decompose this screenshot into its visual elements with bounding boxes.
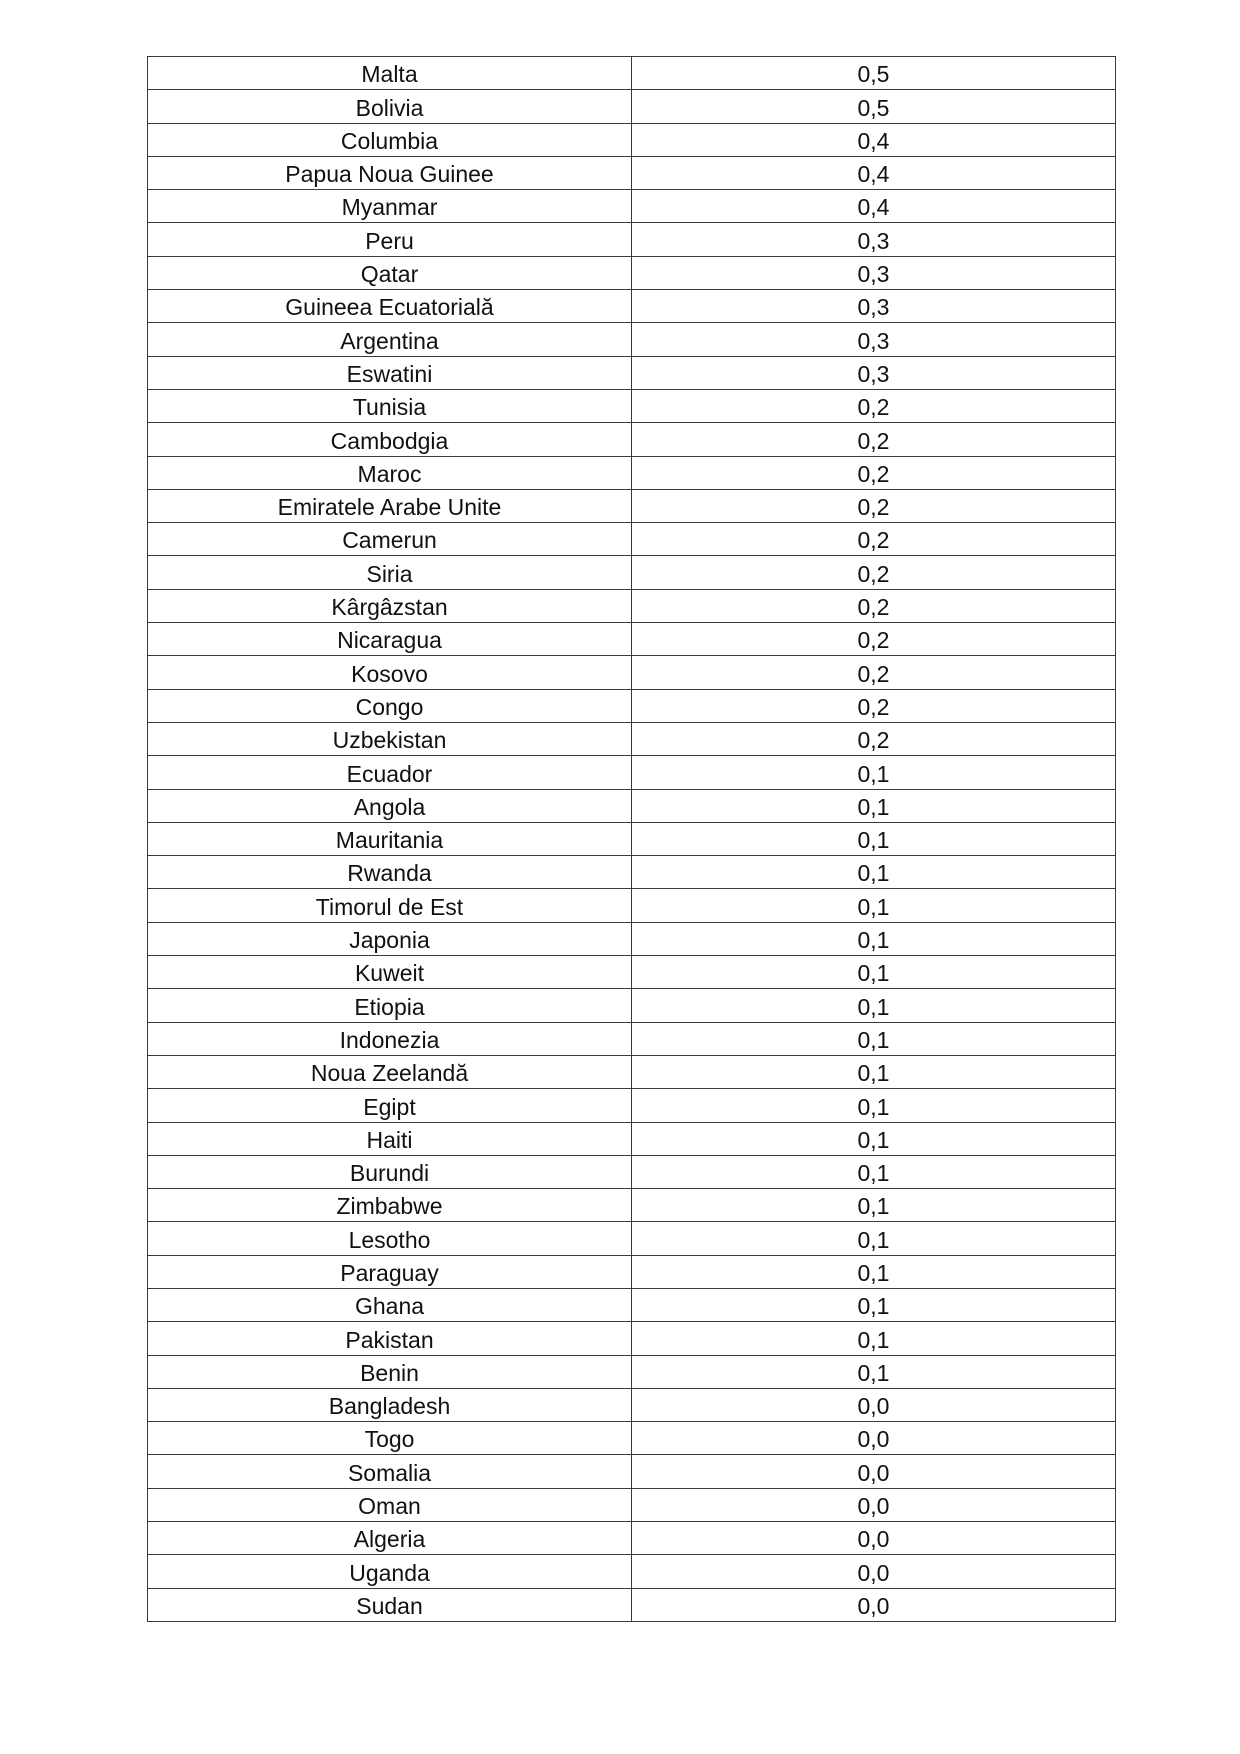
table-row bbox=[148, 156, 1116, 189]
value-cell: 0,2 bbox=[632, 423, 1116, 456]
table-row bbox=[148, 456, 1116, 489]
country-cell: Sudan bbox=[148, 1588, 632, 1621]
value-cell: 0,1 bbox=[632, 1122, 1116, 1155]
value-cell: 0,1 bbox=[632, 856, 1116, 889]
value-cell: 0,1 bbox=[632, 756, 1116, 789]
table-row bbox=[148, 889, 1116, 922]
table-row bbox=[148, 356, 1116, 389]
value-cell: 0,1 bbox=[632, 922, 1116, 955]
country-cell: Cambodgia bbox=[148, 423, 632, 456]
country-cell: Uganda bbox=[148, 1555, 632, 1588]
table-row bbox=[148, 1555, 1116, 1588]
table-row bbox=[148, 656, 1116, 689]
table-row bbox=[148, 1122, 1116, 1155]
country-cell: Malta bbox=[148, 57, 632, 90]
value-cell: 0,2 bbox=[632, 489, 1116, 522]
table-row bbox=[148, 256, 1116, 289]
value-cell: 0,3 bbox=[632, 290, 1116, 323]
value-cell: 0,0 bbox=[632, 1488, 1116, 1521]
table-row bbox=[148, 789, 1116, 822]
table-row bbox=[148, 1522, 1116, 1555]
country-cell: Papua Noua Guinee bbox=[148, 156, 632, 189]
value-cell: 0,1 bbox=[632, 1288, 1116, 1321]
country-cell: Nicaragua bbox=[148, 623, 632, 656]
value-cell: 0,1 bbox=[632, 1222, 1116, 1255]
country-cell: Tunisia bbox=[148, 389, 632, 422]
value-cell: 0,4 bbox=[632, 190, 1116, 223]
value-cell: 0,1 bbox=[632, 956, 1116, 989]
country-cell: Qatar bbox=[148, 256, 632, 289]
value-cell: 0,1 bbox=[632, 822, 1116, 855]
table-row bbox=[148, 323, 1116, 356]
value-cell: 0,1 bbox=[632, 1022, 1116, 1055]
value-cell: 0,1 bbox=[632, 1322, 1116, 1355]
value-cell: 0,2 bbox=[632, 689, 1116, 722]
value-cell: 0,3 bbox=[632, 256, 1116, 289]
table-row bbox=[148, 822, 1116, 855]
value-cell: 0,1 bbox=[632, 1355, 1116, 1388]
table-row bbox=[148, 856, 1116, 889]
table-row bbox=[148, 523, 1116, 556]
country-cell: Etiopia bbox=[148, 989, 632, 1022]
country-cell: Argentina bbox=[148, 323, 632, 356]
table-row bbox=[148, 956, 1116, 989]
table-body bbox=[148, 57, 1116, 1622]
value-cell: 0,2 bbox=[632, 589, 1116, 622]
table-row bbox=[148, 1189, 1116, 1222]
country-cell: Peru bbox=[148, 223, 632, 256]
value-cell: 0,4 bbox=[632, 156, 1116, 189]
table-row bbox=[148, 989, 1116, 1022]
table-row bbox=[148, 1255, 1116, 1288]
country-cell: Timorul de Est bbox=[148, 889, 632, 922]
table-row bbox=[148, 589, 1116, 622]
value-cell: 0,5 bbox=[632, 90, 1116, 123]
table-row bbox=[148, 123, 1116, 156]
value-cell: 0,2 bbox=[632, 556, 1116, 589]
table-row bbox=[148, 1588, 1116, 1621]
country-cell: Congo bbox=[148, 689, 632, 722]
value-cell: 0,1 bbox=[632, 1055, 1116, 1088]
value-cell: 0,3 bbox=[632, 223, 1116, 256]
table-row bbox=[148, 1488, 1116, 1521]
table-row bbox=[148, 1322, 1116, 1355]
table-row bbox=[148, 1055, 1116, 1088]
table-row bbox=[148, 423, 1116, 456]
country-cell: Kosovo bbox=[148, 656, 632, 689]
value-cell: 0,1 bbox=[632, 889, 1116, 922]
value-cell: 0,4 bbox=[632, 123, 1116, 156]
country-cell: Oman bbox=[148, 1488, 632, 1521]
country-cell: Emiratele Arabe Unite bbox=[148, 489, 632, 522]
table-row bbox=[148, 623, 1116, 656]
country-cell: Kârgâzstan bbox=[148, 589, 632, 622]
value-cell: 0,1 bbox=[632, 989, 1116, 1022]
value-cell: 0,2 bbox=[632, 456, 1116, 489]
value-cell: 0,1 bbox=[632, 1255, 1116, 1288]
value-cell: 0,1 bbox=[632, 1155, 1116, 1188]
table-row bbox=[148, 689, 1116, 722]
value-cell: 0,2 bbox=[632, 623, 1116, 656]
country-cell: Haiti bbox=[148, 1122, 632, 1155]
country-cell: Japonia bbox=[148, 922, 632, 955]
value-cell: 0,2 bbox=[632, 656, 1116, 689]
country-cell: Benin bbox=[148, 1355, 632, 1388]
country-cell: Bolivia bbox=[148, 90, 632, 123]
country-cell: Eswatini bbox=[148, 356, 632, 389]
country-cell: Algeria bbox=[148, 1522, 632, 1555]
table-row bbox=[148, 57, 1116, 90]
table-row bbox=[148, 1022, 1116, 1055]
table-row bbox=[148, 1089, 1116, 1122]
country-cell: Kuweit bbox=[148, 956, 632, 989]
country-cell: Burundi bbox=[148, 1155, 632, 1188]
country-cell: Noua Zeelandă bbox=[148, 1055, 632, 1088]
country-cell: Columbia bbox=[148, 123, 632, 156]
country-cell: Angola bbox=[148, 789, 632, 822]
value-cell: 0,1 bbox=[632, 789, 1116, 822]
table-row bbox=[148, 1388, 1116, 1421]
value-cell: 0,0 bbox=[632, 1555, 1116, 1588]
value-cell: 0,0 bbox=[632, 1522, 1116, 1555]
country-cell: Maroc bbox=[148, 456, 632, 489]
country-cell: Lesotho bbox=[148, 1222, 632, 1255]
table-row bbox=[148, 1422, 1116, 1455]
value-cell: 0,1 bbox=[632, 1189, 1116, 1222]
value-cell: 0,2 bbox=[632, 722, 1116, 755]
country-cell: Uzbekistan bbox=[148, 722, 632, 755]
value-cell: 0,3 bbox=[632, 356, 1116, 389]
table-row bbox=[148, 389, 1116, 422]
country-cell: Somalia bbox=[148, 1455, 632, 1488]
value-cell: 0,2 bbox=[632, 389, 1116, 422]
table-row bbox=[148, 290, 1116, 323]
table-row bbox=[148, 90, 1116, 123]
table-row bbox=[148, 756, 1116, 789]
table-row bbox=[148, 1222, 1116, 1255]
value-cell: 0,0 bbox=[632, 1422, 1116, 1455]
country-cell: Paraguay bbox=[148, 1255, 632, 1288]
country-cell: Zimbabwe bbox=[148, 1189, 632, 1222]
value-cell: 0,5 bbox=[632, 57, 1116, 90]
value-cell: 0,1 bbox=[632, 1089, 1116, 1122]
country-value-table bbox=[147, 56, 1116, 1622]
table-row bbox=[148, 922, 1116, 955]
table-row bbox=[148, 1288, 1116, 1321]
country-cell: Bangladesh bbox=[148, 1388, 632, 1421]
country-cell: Togo bbox=[148, 1422, 632, 1455]
value-cell: 0,3 bbox=[632, 323, 1116, 356]
value-cell: 0,0 bbox=[632, 1588, 1116, 1621]
country-cell: Pakistan bbox=[148, 1322, 632, 1355]
table-row bbox=[148, 190, 1116, 223]
value-cell: 0,2 bbox=[632, 523, 1116, 556]
country-cell: Myanmar bbox=[148, 190, 632, 223]
country-cell: Rwanda bbox=[148, 856, 632, 889]
country-cell: Mauritania bbox=[148, 822, 632, 855]
value-cell: 0,0 bbox=[632, 1388, 1116, 1421]
country-cell: Indonezia bbox=[148, 1022, 632, 1055]
country-cell: Guineea Ecuatorială bbox=[148, 290, 632, 323]
country-cell: Ghana bbox=[148, 1288, 632, 1321]
table-row bbox=[148, 223, 1116, 256]
country-cell: Camerun bbox=[148, 523, 632, 556]
table-row bbox=[148, 1455, 1116, 1488]
table-row bbox=[148, 489, 1116, 522]
country-cell: Siria bbox=[148, 556, 632, 589]
table-row bbox=[148, 722, 1116, 755]
table-row bbox=[148, 556, 1116, 589]
table-row bbox=[148, 1155, 1116, 1188]
country-cell: Ecuador bbox=[148, 756, 632, 789]
table-row bbox=[148, 1355, 1116, 1388]
value-cell: 0,0 bbox=[632, 1455, 1116, 1488]
country-cell: Egipt bbox=[148, 1089, 632, 1122]
